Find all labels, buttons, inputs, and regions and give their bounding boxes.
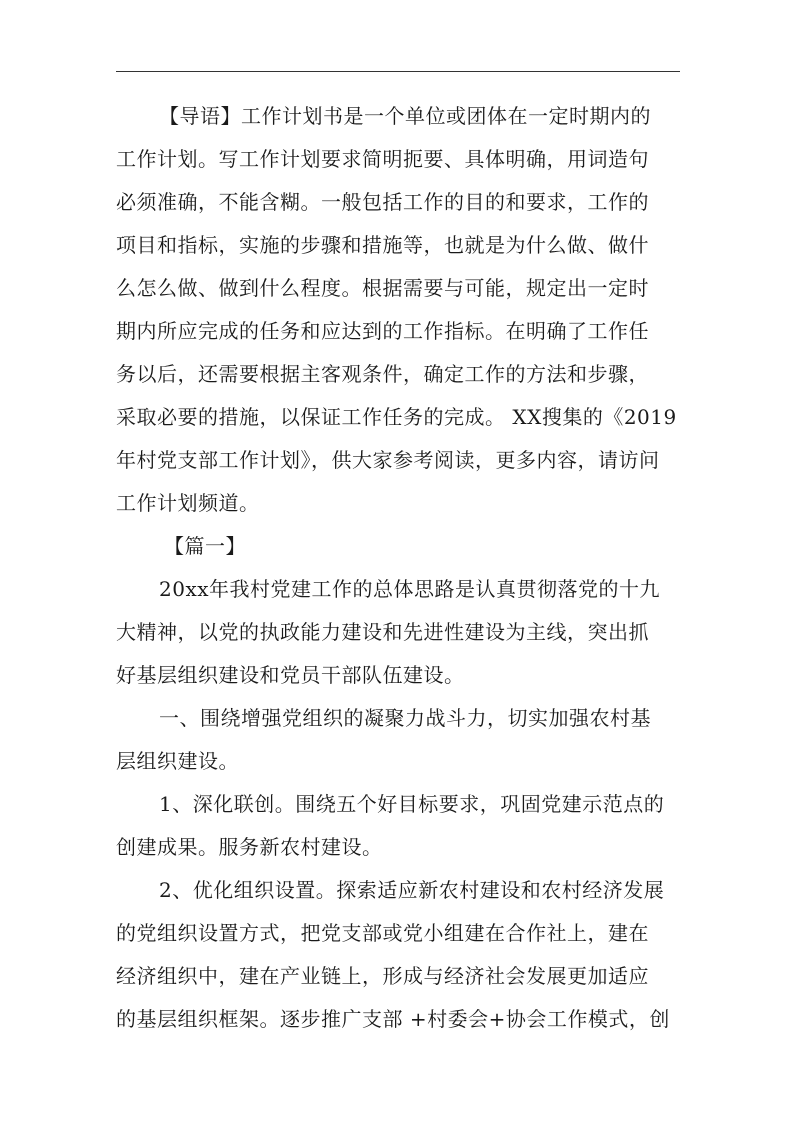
text-line: 1、深化联创。围绕五个好目标要求，巩固党建示范点的 xyxy=(159,792,665,816)
text-line: 工作计划。写工作计划要求简明扼要、具体明确，用词造句 xyxy=(116,147,649,171)
text-line: 2、优化组织设置。探索适应新农村建设和农村经济发展 xyxy=(159,878,665,902)
text-line: 项目和指标，实施的步骤和措施等，也就是为什么做、做什 xyxy=(116,233,649,257)
text-line: 20xx年我村党建工作的总体思路是认真贯彻落党的十九 xyxy=(159,577,661,601)
text-line: 期内所应完成的任务和应达到的工作指标。在明确了工作任 xyxy=(116,319,649,343)
text-line: 大精神，以党的执政能力建设和先进性建设为主线，突出抓 xyxy=(116,620,649,644)
text-line: 的党组织设置方式，把党支部或党小组建在合作社上，建在 xyxy=(116,921,649,945)
section-heading: 【篇一】 xyxy=(164,534,246,558)
text-line: 一、围绕增强党组织的凝聚力战斗力，切实加强农村基 xyxy=(159,706,651,730)
text-line: 务以后，还需要根据主客观条件，确定工作的方法和步骤， xyxy=(116,362,649,386)
text-line: 层组织建设。 xyxy=(116,749,239,773)
text-line: 创建成果。服务新农村建设。 xyxy=(116,835,383,859)
text-line: 【导语】工作计划书是一个单位或团体在一定时期内的 xyxy=(159,104,651,128)
text-line: 好基层组织建设和党员干部队伍建设。 xyxy=(116,663,465,687)
text-line: 么怎么做、做到什么程度。根据需要与可能，规定出一定时 xyxy=(116,276,649,300)
text-line: 年村党支部工作计划》，供大家参考阅读，更多内容，请访问 xyxy=(116,448,660,472)
text-line: 经济组织中，建在产业链上，形成与经济社会发展更加适应 xyxy=(116,964,649,988)
text-line: 的基层组织框架。逐步推广支部 +村委会+协会工作模式，创 xyxy=(116,1007,670,1031)
text-line: 采取必要的措施，以保证工作任务的完成。 XX搜集的《2019 xyxy=(116,405,677,429)
header-rule xyxy=(116,71,680,72)
text-line: 必须准确，不能含糊。一般包括工作的目的和要求，工作的 xyxy=(116,190,649,214)
text-line: 工作计划频道。 xyxy=(116,491,260,515)
document-body xyxy=(116,95,680,1041)
